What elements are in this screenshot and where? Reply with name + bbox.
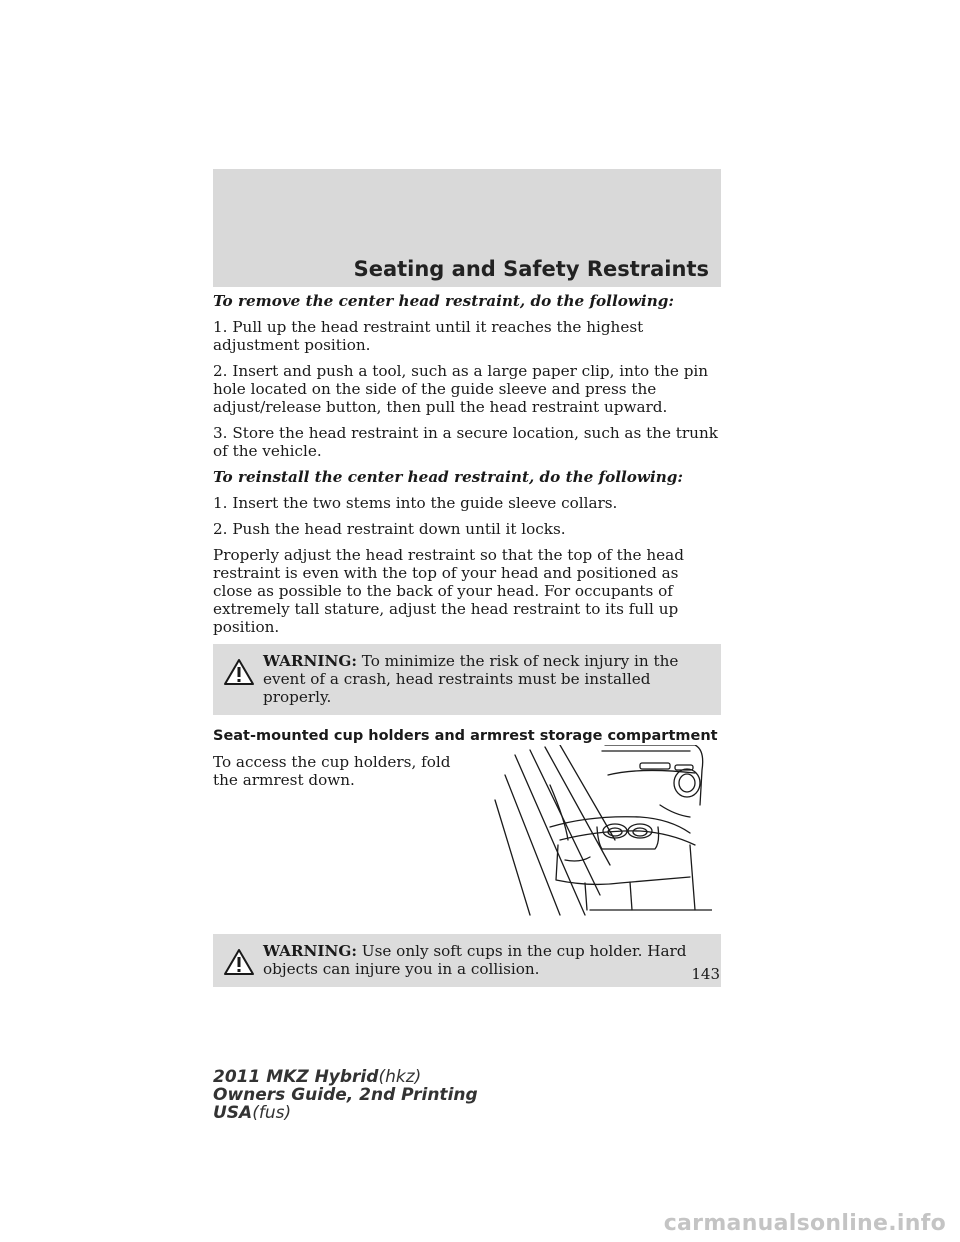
reinstall-step-1: 1. Insert the two stems into the guide sleeve collars.: [213, 494, 618, 512]
page-content: [213, 292, 721, 997]
footer-model: 2011 MKZ Hybrid: [213, 1067, 379, 1087]
page-number: 143: [691, 965, 720, 983]
reinstall-step-2: 2. Push the head restraint down until it locks.: [213, 520, 566, 538]
watermark-text: carmanualsonline.info: [663, 1211, 946, 1236]
footer-line-market: [213, 1104, 478, 1122]
section-title: Seating and Safety Restraints: [353, 257, 709, 281]
footer-market: USA: [213, 1103, 253, 1123]
section-header-band: [213, 169, 721, 287]
footer-model-code: (hkz): [378, 1067, 422, 1087]
footer-line-model: [213, 1068, 478, 1086]
warning-box-neck-injury: [213, 644, 721, 715]
document-footer: [213, 1068, 478, 1122]
remove-step-3: 3. Store the head restraint in a secure location, such as the trunk of the vehicle.: [213, 424, 718, 460]
warning-triangle-icon: [223, 948, 255, 976]
warning-text: To minimize the risk of neck injury in the event of a crash, head restraints must be installed properly.: [263, 652, 679, 706]
warning-box-soft-cups: [213, 934, 721, 987]
footer-market-code: (fus): [252, 1103, 292, 1123]
remove-step-1: 1. Pull up the head restraint until it reaches the highest adjustment position.: [213, 318, 644, 354]
warning-text: Use only soft cups in the cup holder. Hard objects can injure you in a collision.: [263, 942, 687, 978]
remove-step-2: 2. Insert and push a tool, such as a large paper clip, into the pin hole located on the side of the guide sleeve and press the adjust/release button, then pull the head restraint upward.: [213, 362, 709, 416]
warning-triangle-icon: [223, 658, 255, 686]
reinstall-body: Properly adjust the head restraint so that the top of the head restraint is even with the top of your head and positioned as close as possible to the back of your head. For occupants of extremely tall stature, adjust the head restraint to its full up position.: [213, 546, 684, 636]
cup-holder-section: [213, 753, 721, 928]
cup-holder-body: To access the cup holders, fold the armrest down.: [213, 753, 451, 789]
cup-holder-heading: Seat-mounted cup holders and armrest storage compartment: [213, 728, 718, 744]
warning-label: WARNING:: [263, 652, 357, 670]
reinstall-heading: To reinstall the center head restraint, do the following:: [213, 468, 684, 486]
warning-label: WARNING:: [263, 942, 357, 960]
footer-edition: Owners Guide, 2nd Printing: [213, 1085, 478, 1105]
remove-heading: To remove the center head restraint, do the following:: [213, 292, 674, 310]
armrest-cup-holder-illustration: [490, 745, 712, 921]
